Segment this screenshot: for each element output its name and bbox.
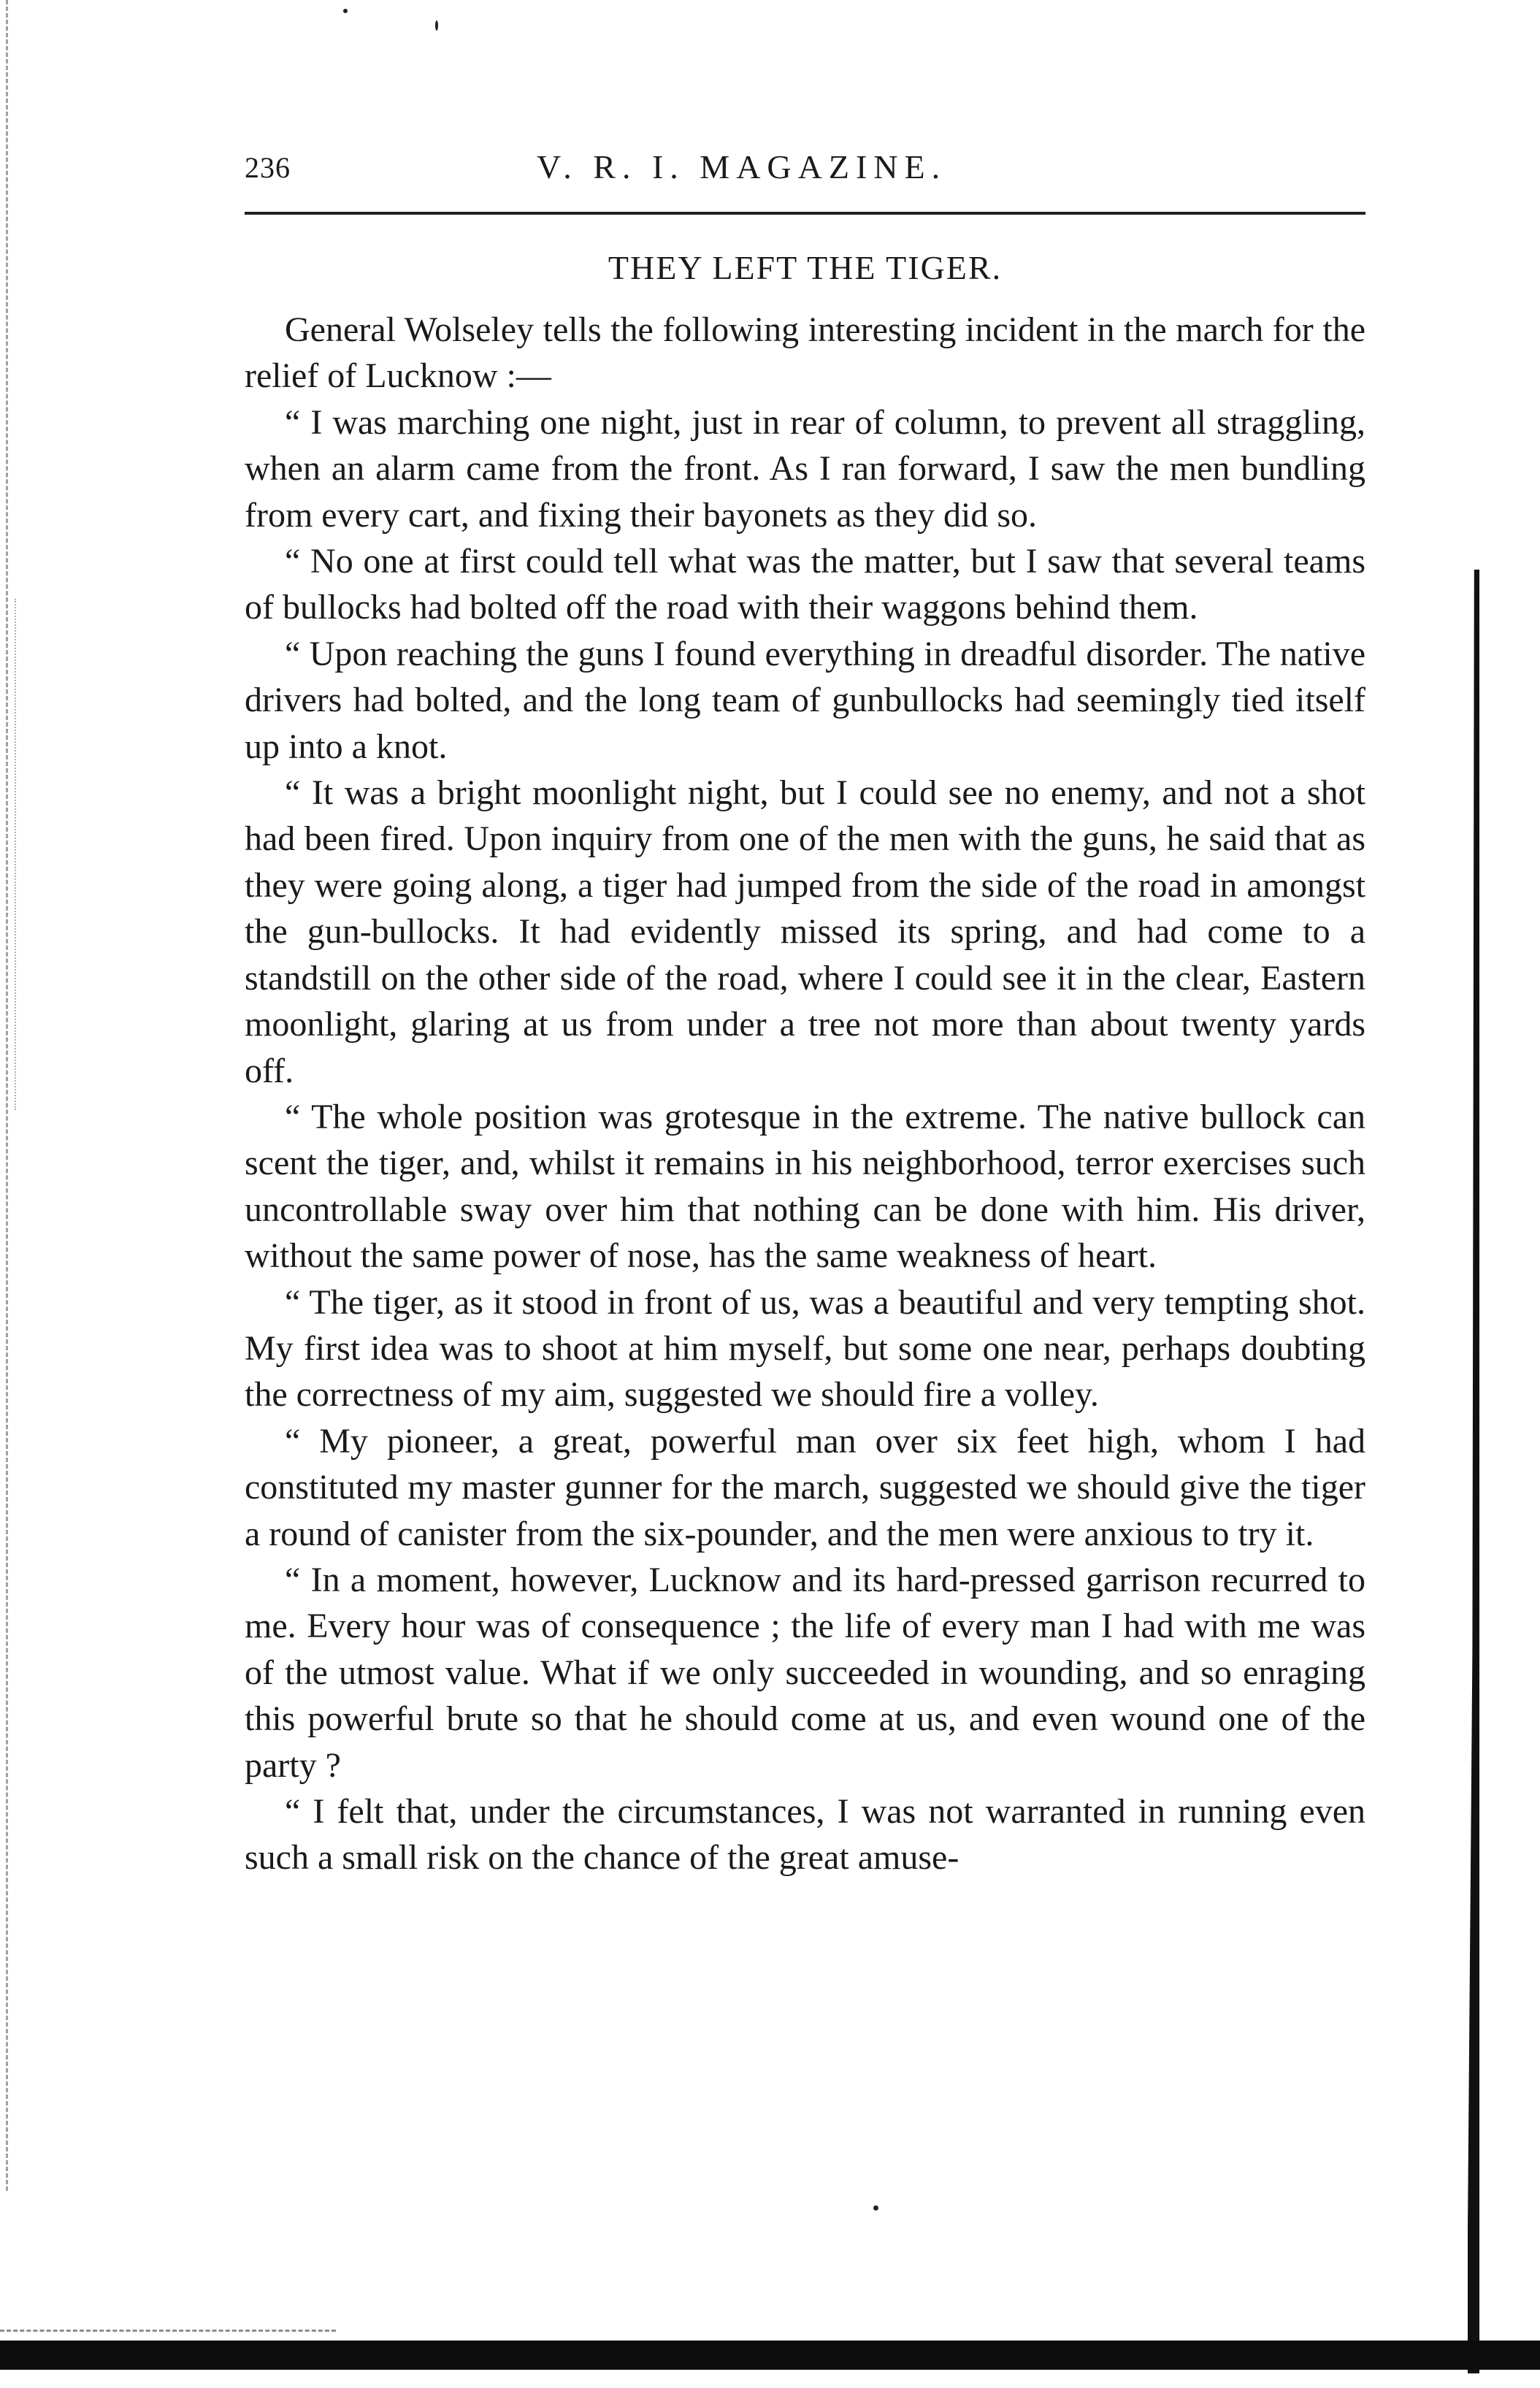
scan-speck bbox=[873, 2205, 878, 2211]
scan-edge-left-inner bbox=[15, 599, 18, 1110]
scan-speck bbox=[435, 20, 438, 31]
scan-speck bbox=[343, 9, 348, 13]
paragraph: “ In a moment, however, Lucknow and its hard-pressed garrison recurred to me. Every hour was of consequence ; the life of every man I had with me was of the utmost value. What if we only succeeded in wounding, and so enraging this powerful brute so that he should come at us, and even wound one of the party ? bbox=[245, 1560, 1365, 1785]
scan-spine-right bbox=[1468, 570, 1479, 2373]
paragraph: “ I was marching one night, just in rear of column, to prevent all straggling, when an alarm came from the front. As I ran forward, I saw the men bundling from every cart, and fixing their bayonets as they did so. bbox=[245, 402, 1365, 535]
scan-edge-left bbox=[6, 0, 12, 2191]
paragraph: “ It was a bright moonlight night, but I could see no enemy, and not a shot had been fired. Upon inquiry from one of the men with the guns, he said that as they were going along, a tiger had jumped from the side of the road in amongst the gun-bullocks. It had evidently missed its spring, and had come to a standstill on the other side of the road, where I could see it in the clear, Eastern moonlight, glaring at us from under a tree not more than about twenty yards off. bbox=[245, 773, 1365, 1090]
paragraph: “ No one at first could tell what was the matter, but I saw that several teams of bullocks had bolted off the road with their waggons behind them. bbox=[245, 542, 1365, 627]
scan-edge-bottom bbox=[0, 2341, 1540, 2370]
scan-edge-bottom-dashes bbox=[0, 2330, 336, 2339]
paragraph: “ Upon reaching the guns I found everything in dreadful disorder. The native drivers had bolted, and the long team of gunbullocks had seemingly tied itself up into a knot. bbox=[245, 634, 1365, 766]
article-title: THEY LEFT THE TIGER. bbox=[608, 249, 1003, 286]
paragraph: “ My pioneer, a great, powerful man over six feet high, whom I had constituted my master gunner for the march, suggested we should give the tiger a round of canister from the six-pounder, and the men were anxious to try it. bbox=[245, 1421, 1365, 1553]
paragraph: “ The whole position was grotesque in the extreme. The native bullock can scent the tiger, and, whilst it remains in his neighborhood, terror exercises such uncontrollable sway over him that nothing can be done with him. His driver, without the same power of nose, has the same weakness of heart. bbox=[245, 1097, 1365, 1276]
article-body bbox=[245, 307, 1365, 1881]
paragraph: General Wolseley tells the following interesting incident in the march for the relief of Lucknow :— bbox=[245, 310, 1365, 396]
header-rule bbox=[245, 212, 1365, 215]
paragraph: “ I felt that, under the circumstances, I was not warranted in running even such a small risk on the chance of the great amuse- bbox=[245, 1792, 1365, 1878]
paragraph: “ The tiger, as it stood in front of us, was a beautiful and very tempting shot. My first idea was to shoot at him myself, but some one near, perhaps doubting the correctness of my aim, suggested we should fire a volley. bbox=[245, 1282, 1365, 1415]
running-head bbox=[245, 150, 1362, 194]
magazine-title: V. R. I. MAGAZINE. bbox=[537, 148, 947, 185]
page-number: 236 bbox=[245, 151, 291, 184]
